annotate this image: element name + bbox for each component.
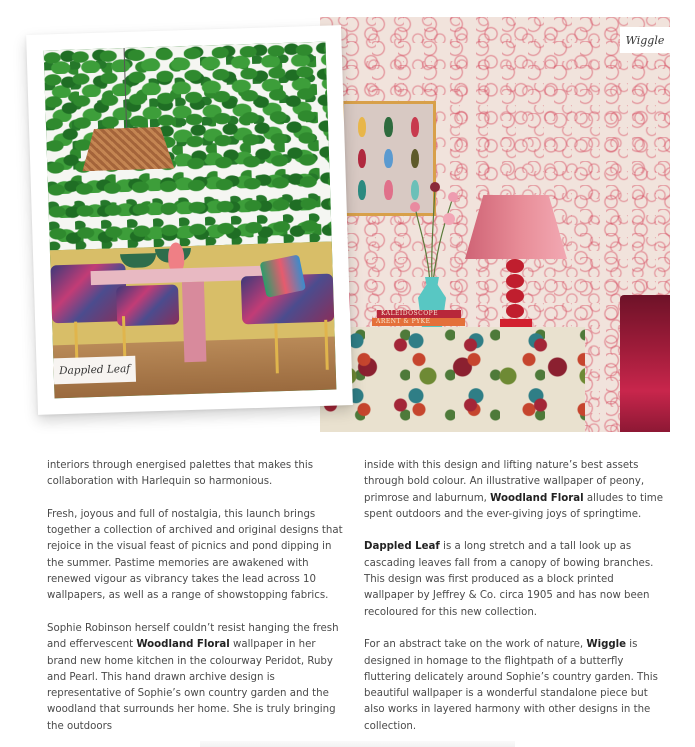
paragraph-text: interiors through energised palettes that makes this collaboration with Harlequin so harmonious.: [47, 460, 314, 488]
article-paragraph: [364, 637, 664, 735]
book-spine: ARENT & PYKE: [372, 318, 465, 326]
paragraph-text: alludes to time spent outdoors and the ever-giving joys of springtime.: [364, 492, 663, 520]
lamp-shade: [465, 195, 567, 259]
beetle-icon: [358, 149, 366, 169]
product-name: Woodland Floral: [136, 639, 230, 651]
table-leg: [182, 282, 207, 363]
book-stack: [372, 310, 465, 326]
paragraph-text: Fresh, joyous and full of nostalgia, this launch brings together a collection of archived and original designs that rejoice in the visual feast of picnics and pond dipping in the summer. Pastime memories are awakened with renewed vigour as vibrancy takes the lead across 10 wallpapers, as well as a range of showstopping fabrics.: [47, 508, 343, 602]
beetle-icon: [358, 117, 366, 137]
article-paragraph: [364, 458, 664, 523]
dappled-leaf-photo: [44, 42, 337, 399]
flower-stems-icon: [405, 177, 465, 282]
paragraph-text: For an abstract take on the work of nature,: [364, 639, 587, 651]
article-column-right: [364, 458, 664, 747]
wiggle-photo: [320, 17, 670, 432]
beetle-icon: [358, 180, 366, 200]
product-name: Wiggle: [586, 639, 627, 651]
product-name: Woodland Floral: [490, 492, 584, 504]
paragraph-text: Sophie Robinson herself couldn’t resist hanging the fresh and effervescent: [47, 622, 339, 651]
article-paragraph: [47, 621, 347, 735]
book-spine: KALEIDOSCOPE: [377, 310, 461, 318]
beetle-icon: [411, 149, 419, 169]
article-paragraph: [47, 507, 347, 605]
floral-tablecloth: [320, 327, 585, 432]
rattan-pendant-lamp: [81, 126, 174, 171]
image-caption-dappled-leaf: Dappled Leaf: [53, 356, 136, 385]
beetle-icon: [384, 117, 392, 137]
paragraph-text: inside with this design and lifting nature’s best assets through bold colour. An illustrative wallpaper of peony, primrose and laburnum,: [364, 460, 645, 504]
article-paragraph: [47, 458, 347, 491]
beetle-icon: [384, 149, 392, 169]
dappled-leaf-polaroid: [26, 25, 353, 415]
product-name: Dappled Leaf: [364, 541, 440, 553]
paragraph-text: is a long stretch and a tall look up as cascading leaves fall from a canopy of bowing branches. This design was first produced as a block printed wallpaper by Jeffrey & Co. circa 1905 and has now been recoloured for this new collection.: [364, 541, 654, 618]
velvet-chair: [620, 295, 670, 432]
lamp-foot: [500, 319, 532, 327]
paragraph-text: wallpaper in her brand new home kitchen in the colourway Peridot, Ruby and Pearl. This hand drawn archive design is representative of Sophie’s own country garden and the woodland that surrounds her home. She is truly bringing the outdoors: [47, 639, 336, 732]
paragraph-text: is designed in homage to the flightpath of a butterfly fluttering delicately around Sophie’s country garden. This beautiful wallpaper is a wonderful standalone piece but also works in layered harmony with other designs in the collection.: [364, 639, 658, 732]
article-paragraph: [364, 539, 664, 620]
article-column-left: [47, 458, 347, 747]
page-bottom-edge: [200, 741, 515, 747]
beetle-icon: [411, 117, 419, 137]
floral-chair: [116, 284, 179, 326]
image-caption-wiggle: Wiggle: [620, 27, 670, 53]
leaf-wallpaper: [44, 42, 332, 251]
beetle-icon: [384, 180, 392, 200]
